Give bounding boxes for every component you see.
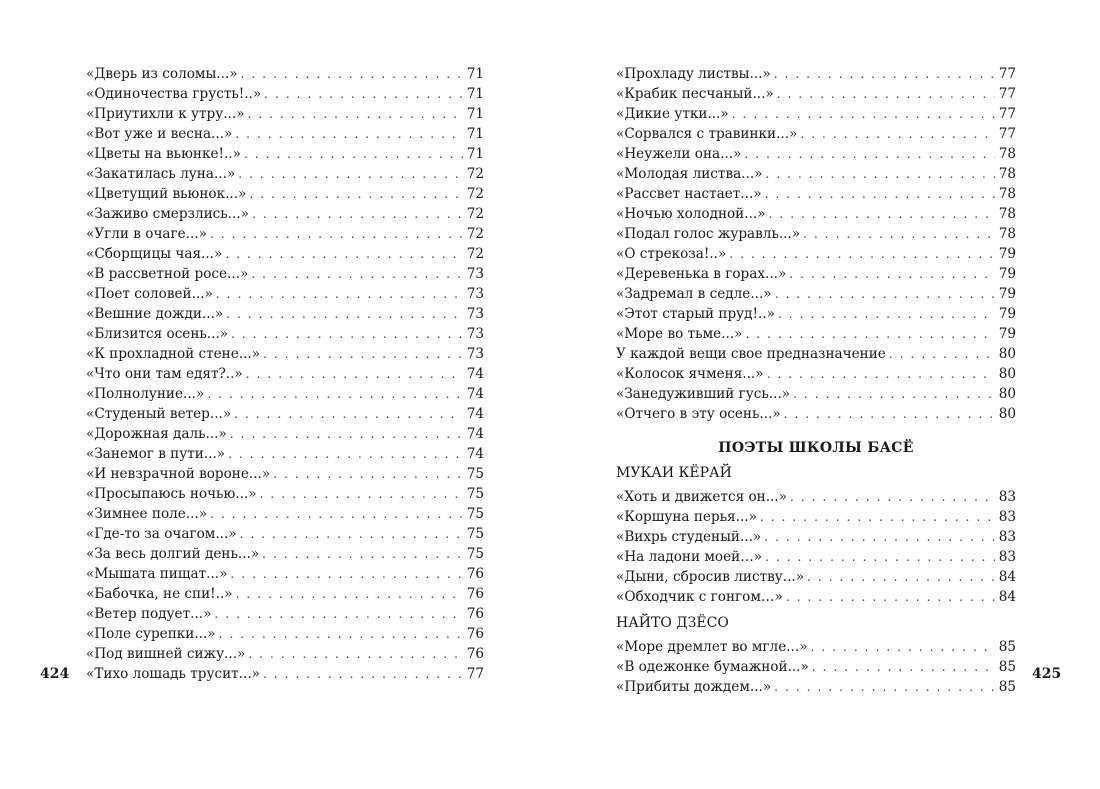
toc-entry-title: «В рассветной росе...» [86, 266, 249, 282]
toc-entry-title: «Вихрь студеный...» [616, 529, 762, 545]
dot-leader [769, 204, 995, 224]
toc-entry-page: 76 [466, 606, 484, 622]
toc-entry-page: 74 [466, 386, 484, 402]
toc-entry [86, 564, 484, 584]
dot-leader [230, 564, 462, 584]
toc-entry [616, 304, 1016, 324]
toc-entry-title: «Просыпаюсь ночью...» [86, 486, 257, 502]
dot-leader [774, 677, 995, 697]
toc-entry-page: 77 [998, 106, 1016, 122]
toc-entry [86, 124, 484, 144]
toc-entry [86, 204, 484, 224]
dot-leader [249, 184, 462, 204]
toc-entry [616, 224, 1016, 244]
toc-entry-title: «Зимнее поле...» [86, 506, 208, 522]
dot-leader [235, 124, 462, 144]
toc-entry-title: «Цветы на вьюнке!..» [86, 146, 241, 162]
toc-entry-title: «Крабик песчаный...» [616, 86, 774, 102]
toc-entry-page: 75 [466, 466, 484, 482]
toc-entry-page: 83 [998, 489, 1016, 505]
dot-leader [234, 404, 463, 424]
dot-leader [216, 284, 463, 304]
toc-entry-page: 72 [466, 246, 484, 262]
dot-leader [251, 264, 462, 284]
toc-entry [616, 324, 1016, 344]
toc-entry [86, 424, 484, 444]
dot-leader [236, 584, 463, 604]
toc-entry-page: 71 [466, 126, 484, 142]
toc-entry-title: «Море во тьме...» [616, 326, 743, 342]
toc-entry [86, 284, 484, 304]
toc-entry-page: 80 [998, 346, 1016, 362]
author-entries [616, 637, 1016, 697]
toc-entry [86, 224, 484, 244]
toc-entry [616, 404, 1016, 424]
toc-entry [86, 324, 484, 344]
toc-entry-title: «Задремал в седле...» [616, 286, 772, 302]
toc-entry-title: «Заживо смерзлись...» [86, 206, 249, 222]
toc-entry-title: «Мышата пищат...» [86, 566, 228, 582]
toc-entry-page: 85 [998, 659, 1016, 675]
dot-leader [786, 587, 995, 607]
toc-entry [86, 144, 484, 164]
toc-entry [86, 464, 484, 484]
toc-entry-page: 73 [466, 286, 484, 302]
dot-leader [729, 244, 994, 264]
toc-entry [616, 527, 1016, 547]
toc-entry-page: 85 [998, 679, 1016, 695]
dot-leader [262, 544, 463, 564]
toc-entry-page: 78 [998, 186, 1016, 202]
toc-entry-page: 71 [466, 86, 484, 102]
toc-entry [616, 164, 1016, 184]
toc-entry-title: «В одежонке бумажной...» [616, 659, 809, 675]
dot-leader [248, 104, 463, 124]
toc-entry-page: 75 [466, 526, 484, 542]
toc-entry [86, 664, 484, 684]
toc-entry [616, 587, 1016, 607]
toc-entry-title: «Сборщицы чая...» [86, 246, 223, 262]
dot-leader [765, 184, 995, 204]
dot-leader [767, 364, 995, 384]
dot-leader [811, 637, 995, 657]
toc-entry-title: «Бабочка, не спи!..» [86, 586, 233, 602]
dot-leader [777, 84, 995, 104]
toc-entry-page: 83 [998, 529, 1016, 545]
dot-leader [774, 64, 995, 84]
toc-entry [616, 547, 1016, 567]
dot-leader [765, 164, 994, 184]
toc-entry-title: «Дикие утки...» [616, 106, 729, 122]
dot-leader [238, 164, 462, 184]
dot-leader [263, 664, 463, 684]
toc-entry-page: 80 [998, 366, 1016, 382]
toc-entry-title: У каждой вещи свое предназначение [616, 346, 886, 362]
toc-entry-title: «Отчего в эту осень...» [616, 406, 781, 422]
toc-entry [86, 184, 484, 204]
toc-entry [616, 567, 1016, 587]
dot-leader [800, 124, 994, 144]
dot-leader [732, 104, 995, 124]
toc-entry-title: «Одиночества грусть!..» [86, 86, 262, 102]
toc-entry [86, 164, 484, 184]
dot-leader [764, 527, 994, 547]
toc-entry [616, 657, 1016, 677]
toc-entry-page: 73 [466, 306, 484, 322]
dot-leader [778, 304, 995, 324]
toc-entry [86, 404, 484, 424]
toc-entry [86, 344, 484, 364]
toc-entry-title: «На ладони моей…» [616, 549, 763, 565]
dot-leader [225, 244, 462, 264]
toc-entry-page: 79 [998, 266, 1016, 282]
toc-entry-page: 76 [466, 586, 484, 602]
toc-entry [616, 284, 1016, 304]
left-toc-list [86, 64, 484, 684]
toc-entry-page: 75 [466, 546, 484, 562]
dot-leader [744, 144, 994, 164]
toc-entry [616, 507, 1016, 527]
toc-entry-page: 79 [998, 306, 1016, 322]
toc-entry-page: 77 [466, 666, 484, 682]
toc-entry [616, 344, 1016, 364]
toc-entry-title: «Полнолуние...» [86, 386, 205, 402]
toc-entry-title: «Ветер подует...» [86, 606, 212, 622]
toc-entry-title: «Прибиты дождем...» [616, 679, 772, 695]
dot-leader [219, 624, 463, 644]
dot-leader [230, 424, 463, 444]
toc-entry [86, 364, 484, 384]
dot-leader [745, 324, 994, 344]
toc-entry-title: «Рассвет настает...» [616, 186, 762, 202]
toc-entry [616, 204, 1016, 224]
toc-entry [616, 487, 1016, 507]
dot-leader [214, 604, 462, 624]
toc-entry [86, 484, 484, 504]
toc-entry [86, 584, 484, 604]
dot-leader [264, 84, 463, 104]
toc-entry [86, 84, 484, 104]
toc-entry-title: «Цветущий вьюнок...» [86, 186, 247, 202]
toc-entry-page: 74 [466, 426, 484, 442]
toc-entry-title: «Неужели она...» [616, 146, 742, 162]
toc-entry-title: «Прохладу листвы...» [616, 66, 771, 82]
toc-entry-title: «Вешние дожди...» [86, 306, 224, 322]
toc-entry-title: «Поет соловей...» [86, 286, 213, 302]
toc-entry-page: 84 [998, 569, 1016, 585]
dot-leader [207, 384, 462, 404]
toc-entry-page: 78 [998, 166, 1016, 182]
toc-entry-title: «Угли в очаге...» [86, 226, 207, 242]
dot-leader [784, 404, 995, 424]
toc-entry-title: «Подал голос журавль...» [616, 226, 801, 242]
toc-entry [86, 504, 484, 524]
toc-entry-title: «Этот старый пруд!..» [616, 306, 775, 322]
toc-entry-title: «Занемог в пути...» [86, 446, 226, 462]
dot-leader [889, 344, 995, 364]
dot-leader [812, 657, 995, 677]
toc-entry-page: 71 [466, 66, 484, 82]
toc-entry [616, 104, 1016, 124]
toc-entry-page: 72 [466, 166, 484, 182]
toc-entry-page: 77 [998, 86, 1016, 102]
toc-entry-page: 71 [466, 106, 484, 122]
dot-leader [226, 304, 462, 324]
toc-entry [616, 384, 1016, 404]
toc-entry-title: «Колосок ячменя...» [616, 366, 764, 382]
toc-entry-page: 74 [466, 406, 484, 422]
right-page [550, 0, 1100, 789]
toc-entry-title: «Занедуживший гусь...» [616, 386, 791, 402]
toc-entry [86, 444, 484, 464]
toc-entry-page: 75 [466, 506, 484, 522]
toc-entry-title: «О стрекоза!..» [616, 246, 727, 262]
toc-entry-page: 79 [998, 246, 1016, 262]
right-entries [616, 64, 1016, 424]
toc-entry-title: «За весь долгий день...» [86, 546, 260, 562]
toc-entry-title: «Молодая листва...» [616, 166, 763, 182]
toc-entry-page: 83 [998, 509, 1016, 525]
toc-entry-title: «Обходчик с гонгом…» [616, 589, 783, 605]
toc-entry-title: «И невзрачной вороне...» [86, 466, 271, 482]
toc-entry [616, 144, 1016, 164]
toc-entry-page: 84 [998, 589, 1016, 605]
dot-leader [244, 144, 463, 164]
dot-leader [240, 524, 463, 544]
dot-leader [790, 487, 995, 507]
dot-leader [231, 324, 463, 344]
toc-entry-page: 78 [998, 226, 1016, 242]
toc-entry [86, 304, 484, 324]
toc-entry-page: 75 [466, 486, 484, 502]
toc-entry-title: «Что они там едят?..» [86, 366, 243, 382]
toc-entry [616, 364, 1016, 384]
toc-entry-title: «Под вишней сижу...» [86, 646, 246, 662]
toc-entry-page: 83 [998, 549, 1016, 565]
toc-entry [86, 384, 484, 404]
author-entries [616, 487, 1016, 607]
toc-entry-title: «Приутихли к утру...» [86, 106, 245, 122]
toc-entry [86, 524, 484, 544]
toc-entry-page: 78 [998, 206, 1016, 222]
toc-entry-page: 79 [998, 326, 1016, 342]
toc-entry [86, 64, 484, 84]
toc-entry-title: «Близится осень...» [86, 326, 229, 342]
toc-entry-page: 76 [466, 626, 484, 642]
toc-entry [86, 624, 484, 644]
dot-leader [210, 504, 463, 524]
toc-entry [616, 124, 1016, 144]
toc-entry-page: 72 [466, 206, 484, 222]
toc-entry-title: «Дорожная даль...» [86, 426, 227, 442]
dot-leader [793, 384, 995, 404]
dot-leader [803, 224, 995, 244]
toc-entry-page: 73 [466, 346, 484, 362]
toc-entry-page: 76 [466, 566, 484, 582]
author-heading: НАЙТО ДЗЁСО [616, 615, 729, 631]
toc-entry-title: «Хоть и движется он...» [616, 489, 787, 505]
toc-entry [86, 544, 484, 564]
toc-entry [616, 264, 1016, 284]
dot-leader [252, 204, 463, 224]
dot-leader [228, 444, 463, 464]
toc-entry-page: 80 [998, 406, 1016, 422]
toc-entry-title: «Поле сурепки...» [86, 626, 216, 642]
page-number-right: 425 [1032, 666, 1062, 682]
toc-entry [616, 677, 1016, 697]
toc-entry [86, 104, 484, 124]
author-heading: МУКАИ КЁРАЙ [616, 465, 732, 481]
toc-entry [616, 84, 1016, 104]
toc-entry-title: «Студеный ветер...» [86, 406, 232, 422]
toc-entry-page: 71 [466, 146, 484, 162]
toc-entry-page: 72 [466, 186, 484, 202]
toc-entry [86, 244, 484, 264]
dot-leader [789, 264, 994, 284]
toc-entry-title: «Море дремлет во мгле...» [616, 639, 808, 655]
toc-entry-title: «Тихо лошадь трусит...» [86, 666, 260, 682]
toc-entry [616, 637, 1016, 657]
toc-entry [616, 184, 1016, 204]
toc-entry-title: «К прохладной стене...» [86, 346, 261, 362]
dot-leader [248, 644, 462, 664]
toc-entry-page: 73 [466, 326, 484, 342]
toc-entry [616, 64, 1016, 84]
toc-entry-page: 77 [998, 66, 1016, 82]
toc-entry-title: «Где-то за очагом...» [86, 526, 237, 542]
toc-entry-page: 74 [466, 366, 484, 382]
toc-entry-page: 73 [466, 266, 484, 282]
toc-entry-title: «Коршуна перья...» [616, 509, 757, 525]
toc-entry-page: 76 [466, 646, 484, 662]
dot-leader [807, 567, 995, 587]
toc-entry-page: 77 [998, 126, 1016, 142]
toc-entry-title: «Закатилась луна...» [86, 166, 236, 182]
right-toc-list [616, 64, 1016, 697]
toc-entry-title: «Дверь из соломы...» [86, 66, 238, 82]
dot-leader [273, 464, 462, 484]
dot-leader [210, 224, 463, 244]
section-title: ПОЭТЫ ШКОЛЫ БАСЁ [718, 440, 914, 456]
dot-leader [246, 364, 463, 384]
toc-entry-title: «Ночью холодной...» [616, 206, 766, 222]
dot-leader [260, 484, 463, 504]
dot-leader [765, 547, 995, 567]
dot-leader [760, 507, 995, 527]
toc-entry-page: 78 [998, 146, 1016, 162]
toc-entry-page: 80 [998, 386, 1016, 402]
toc-entry [616, 244, 1016, 264]
toc-entry-title: «Деревенька в горах...» [616, 266, 787, 282]
toc-entry-page: 74 [466, 446, 484, 462]
dot-leader [241, 64, 463, 84]
toc-entry-page: 79 [998, 286, 1016, 302]
toc-entry-page: 85 [998, 639, 1016, 655]
toc-entry [86, 604, 484, 624]
toc-entry-title: «Сорвался с травинки...» [616, 126, 798, 142]
dot-leader [263, 344, 463, 364]
toc-entry-page: 72 [466, 226, 484, 242]
page-number-left: 424 [40, 666, 70, 682]
toc-entry-title: «Дыни, сбросив листву...» [616, 569, 805, 585]
toc-entry [86, 644, 484, 664]
toc-entry [86, 264, 484, 284]
dot-leader [775, 284, 995, 304]
toc-entry-title: «Вот уже и весна...» [86, 126, 233, 142]
